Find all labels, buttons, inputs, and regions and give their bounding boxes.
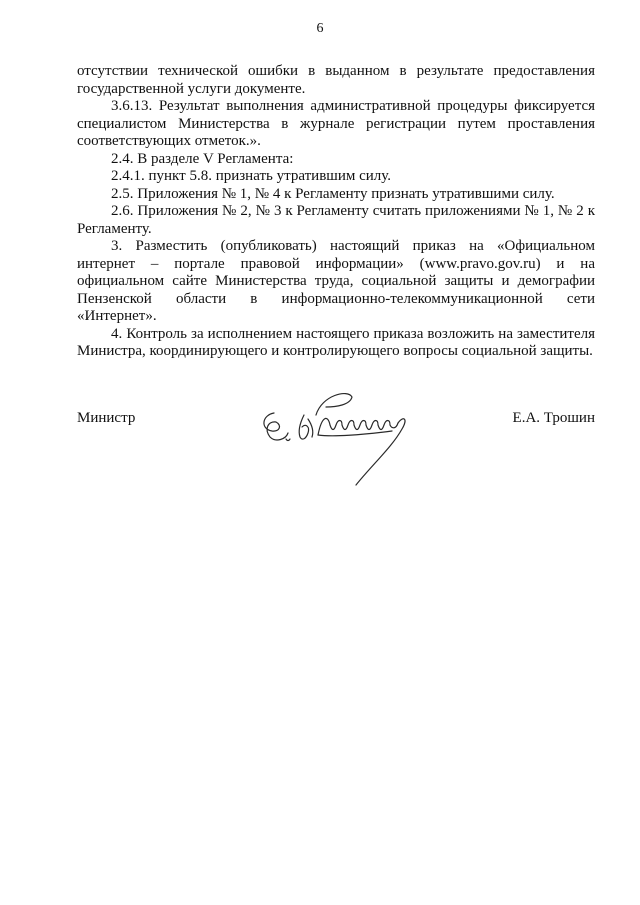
paragraph-2-4-1: 2.4.1. пункт 5.8. признать утратившим силу. xyxy=(111,168,392,184)
paragraph-2-5: 2.5. Приложения № 1, № 4 к Регламенту признать утратившими силу. xyxy=(111,185,555,202)
document-body xyxy=(77,63,595,361)
paragraph-3-6-13: 3.6.13. Результат выполнения административной процедуры фиксируется специалистом Министерства в журнале регистрации путем проставления соответствующих отметок.». xyxy=(77,98,595,149)
paragraph-4: 4. Контроль за исполнением настоящего приказа возложить на заместителя Министра, координирующего и контролирующего вопросы социальной защиты. xyxy=(77,325,595,359)
signatory-title: Министр xyxy=(77,410,136,426)
handwritten-signature-icon xyxy=(252,385,432,495)
paragraph-continuation: отсутствии технической ошибки в выданном в результате предоставления государственной услуги документе. xyxy=(77,63,595,97)
signatory-name: Е.А. Трошин xyxy=(512,410,595,426)
paragraph-2-4: 2.4. В разделе V Регламента: xyxy=(111,150,294,167)
signature-block xyxy=(77,385,595,495)
page-number: 6 xyxy=(316,21,324,36)
paragraph-2-6: 2.6. Приложения № 2, № 3 к Регламенту считать приложениями № 1, № 2 к Регламенту. xyxy=(77,203,595,237)
paragraph-3: 3. Разместить (опубликовать) настоящий приказ на «Официальном интернет – портале правовой информации» (www.pravo.gov.ru) и на официальном сайте Министерства труда, социальной защиты и демографии Пензенской области в информационно-телекоммуникационной сети «Интернет». xyxy=(77,238,595,324)
